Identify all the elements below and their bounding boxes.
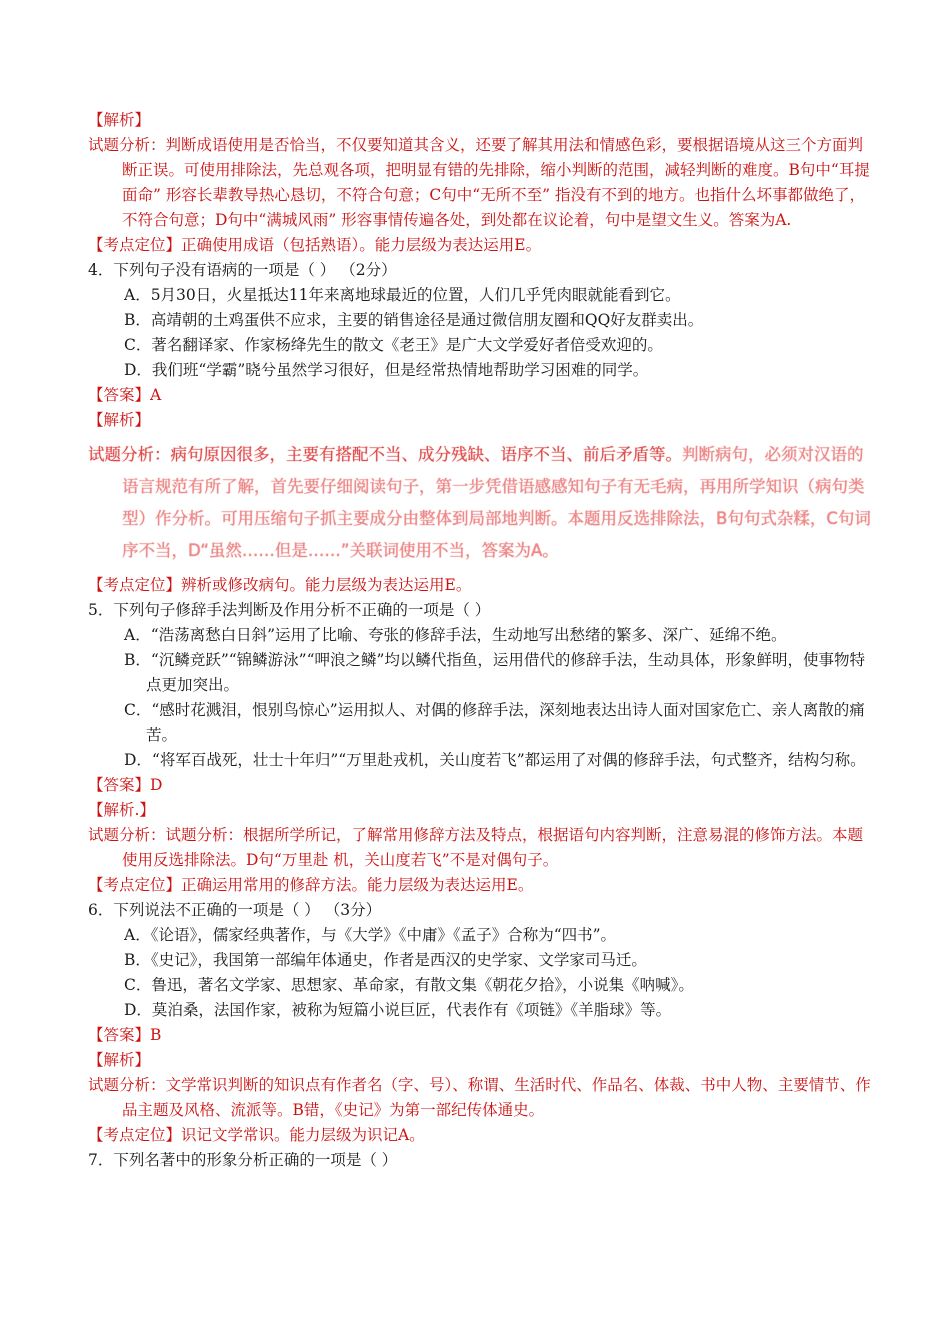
q3-point-text: 正确使用成语（包括熟语）。能力层级为表达运用E。 — [181, 236, 542, 254]
q6-point — [88, 1123, 878, 1148]
q4-point-text: 辨析或修改病句。能力层级为表达运用E。 — [181, 576, 472, 594]
q6-analysis: 试题分析：文学常识判断的知识点有作者名（字、号）、称谓、生活时代、作品名、体裁、书中人物、主要情节、作品主题及风格、流派等。B错，《史记》为第一部纪传体通史。 — [88, 1076, 871, 1119]
q6-option-a: A．《论语》，儒家经典著作，与《大学》《中庸》《孟子》合称为“四书”。 — [124, 926, 617, 944]
q5-point-label: 【考点定位】 — [88, 876, 182, 894]
exam-page — [88, 108, 878, 1173]
q5-answer — [88, 773, 878, 798]
q6-answer — [88, 1023, 878, 1048]
q6-option-d: D．莫泊桑，法国作家，被称为短篇小说巨匠，代表作有《项链》《羊脂球》等。 — [124, 1001, 672, 1019]
q5-point-text: 正确运用常用的修辞方法。能力层级为表达运用E。 — [181, 876, 534, 894]
q5-option-d: D．“将军百战死，壮士十年归”“万里赴戎机，关山度若飞”都运用了对偶的修辞手法，句式整齐，结构匀称。 — [124, 751, 866, 769]
q6-point-label: 【考点定位】 — [88, 1126, 182, 1144]
q3-analysis-label: 【解析】 — [88, 111, 151, 129]
q6-answer-label: 【答案】 — [88, 1026, 151, 1044]
q4-analysis-label: 【解析】 — [88, 411, 151, 429]
q5-point — [88, 873, 878, 898]
q5-option-c: C．“感时花溅泪，恨别鸟惊心”运用拟人、对偶的修辞手法，深刻地表达出诗人面对国家危亡、亲人离散的痛苦。 — [124, 701, 865, 744]
q3-point — [88, 233, 878, 258]
q4-answer-label: 【答案】 — [88, 386, 151, 404]
q5-analysis-label: 【解析.】 — [88, 801, 155, 819]
q4-analysis-part1: 试题分析：病句原因很多，主要有搭配不当、成分残缺、语序不当、前后矛盾等。 — [88, 445, 682, 464]
q7-stem: 7．下列名著中的形象分析正确的一项是（ ） — [88, 1151, 398, 1169]
q4-stem: 4．下列句子没有语病的一项是（ ） （2分） — [88, 261, 397, 279]
q4-answer-value: A — [150, 386, 162, 404]
q6-analysis-label: 【解析】 — [88, 1051, 151, 1069]
q4-option-a: A．5月30日，火星抵达11年来离地球最近的位置，人们几乎凭肉眼就能看到它。 — [124, 286, 681, 304]
q5-option-a: A．“浩荡离愁白日斜”运用了比喻、夸张的修辞手法，生动地写出愁绪的繁多、深广、延绵不绝。 — [124, 626, 787, 644]
q3-analysis: 试题分析：判断成语使用是否恰当，不仅要知道其含义，还要了解其用法和情感色彩，要根据语境从这三个方面判断正误。可使用排除法，先总观各项，把明显有错的先排除，缩小判断的范围，减轻判断的难度。B句中“耳提面命” 形容长辈教导热心恳切，不符合句意；C句中“无所不至” 指没有不到的地方。也指什么坏事都做绝了，不符合句意；D句中“满城风雨” 形容事情传遍各处，到处都在议论着，句中是望文生义。答案为A. — [88, 136, 870, 229]
q6-answer-value: B — [150, 1026, 162, 1044]
q5-stem: 5．下列句子修辞手法判断及作用分析不正确的一项是（ ） — [88, 601, 491, 619]
q4-point-label: 【考点定位】 — [88, 576, 182, 594]
q6-point-text: 识记文学常识。能力层级为识记A。 — [181, 1126, 425, 1144]
q6-option-c: C．鲁迅，著名文学家、思想家、革命家，有散文集《朝花夕拾》，小说集《呐喊》。 — [124, 976, 694, 994]
q4-analysis — [88, 433, 878, 573]
q4-option-b: B．高靖朝的土鸡蛋供不应求，主要的销售途径是通过微信朋友圈和QQ好友群卖出。 — [124, 311, 704, 329]
q4-option-d: D．我们班“学霸”晓兮虽然学习很好，但是经常热情地帮助学习困难的同学。 — [124, 361, 649, 379]
q6-stem: 6．下列说法不正确的一项是（ ） （3分） — [88, 901, 382, 919]
q5-answer-label: 【答案】 — [88, 776, 151, 794]
q5-option-b: B．“沉鳞竞跃”“锦鳞游泳”“呷浪之鳞”均以鳞代指鱼，运用借代的修辞手法，生动具体，形象鲜明，使事物特点更加突出。 — [124, 651, 865, 694]
q4-option-c: C．著名翻译家、作家杨绛先生的散文《老王》是广大文学爱好者倍受欢迎的。 — [124, 336, 663, 354]
q5-answer-value: D — [150, 776, 163, 794]
q4-answer — [88, 383, 878, 408]
q3-point-label: 【考点定位】 — [88, 236, 182, 254]
q4-point — [88, 573, 878, 598]
q6-option-b: B．《史记》，我国第一部编年体通史，作者是西汉的史学家、文学家司马迁。 — [124, 951, 647, 969]
q5-analysis: 试题分析：试题分析：根据所学所记，了解常用修辞方法及特点，根据语句内容判断，注意易混的修饰方法。本题使用反选排除法。D句“万里赴 机，关山度若飞”不是对偶句子。 — [88, 826, 864, 869]
q4-analysis-part2: 判断病句，必须对汉语的语言规范有所了解，首先要仔细阅读句子，第一步凭借语感感知句子有无毛病，再用所学知识（病句类型）作分析。可用压缩句子抓主要成分由整体到局部地判断。本题用反选排除法，B句句式杂糅，C句词序不当，D“虽然……但是……”关联词使用不当，答案为A。 — [122, 445, 871, 560]
